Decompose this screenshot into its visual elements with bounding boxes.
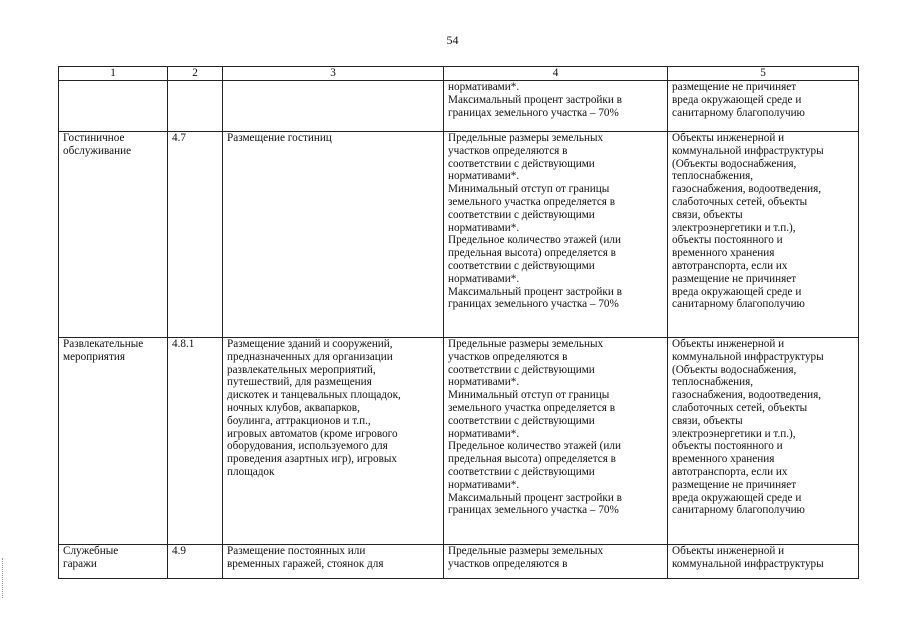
cell-text-line: Минимальный отступ от границы [448, 183, 610, 196]
cell-text-line: объекты постоянного и [672, 234, 783, 247]
cell-text-line: границах земельного участка – 70% [448, 106, 619, 119]
cell-text-line: автотранспорта, если их [672, 259, 788, 272]
cell-text-line: развлекательных мероприятий, [227, 363, 376, 376]
use-code-cell [168, 338, 223, 545]
cell-text-line: оборудования, используемого для [227, 440, 388, 453]
cell-text-line: (Объекты водоснабжения, [672, 363, 797, 376]
cell-text-line: соответствии с действующими [448, 414, 595, 427]
cell-text-line: санитарному благополучию [672, 504, 805, 517]
cell-text-line: игровых автоматов (кроме игрового [227, 427, 398, 440]
cell-text-line: предельная высота) определяется в [448, 453, 616, 466]
cell-text-line: Максимальный процент застройки в [448, 491, 622, 504]
cell-text-line: площадок [227, 465, 275, 478]
cell-text-line: Объекты инженерной и [672, 132, 785, 144]
page-number: 54 [446, 33, 459, 47]
cell-text-line: электроэнергетики и т.п.), [672, 221, 796, 234]
cell-text-line: газоснабжения, водоотведения, [672, 389, 822, 402]
cell-text-line: Размещение постоянных или [227, 545, 366, 557]
cell-text-line: боулинга, аттракционов и т.п., [227, 414, 371, 427]
cell-text-line: соответствии с действующими [448, 363, 595, 376]
cell-text-line: мероприятия [63, 350, 125, 363]
cell-text-line: Предельное количество этажей (или [448, 440, 621, 453]
cell-text-line: объекты постоянного и [672, 440, 783, 453]
cell-text-line: Максимальный процент застройки в [448, 285, 622, 298]
cell-text-line: санитарному благополучию [672, 106, 805, 119]
building-parameters-cell [444, 545, 668, 579]
cell-text-line: теплоснабжения, [672, 376, 754, 389]
cell-text-line: коммунальной инфраструктуры [672, 557, 824, 570]
cell-text-line: Максимальный процент застройки в [448, 93, 622, 106]
cell-text-line: нормативами*. [448, 427, 520, 440]
cell-text-line: размещение не причиняет [672, 81, 797, 93]
cell-text-line: участков определяются в [448, 557, 568, 570]
use-name-cell [59, 338, 168, 545]
cell-text-line: предназначенных для организации [227, 350, 393, 363]
restrictions-cell [668, 545, 859, 579]
cell-text-line: коммунальной инфраструктуры [672, 144, 824, 157]
cell-text-line: 4.9 [172, 545, 186, 557]
column-header: 5 [668, 67, 859, 81]
cell-text-line: Гостиничное [63, 132, 125, 144]
cell-text-line: 4.8.1 [172, 338, 195, 350]
cell-text-line: размещение не причиняет [672, 272, 797, 285]
cell-text-line: нормативами*. [448, 376, 520, 389]
cell-text-line: соответствии с действующими [448, 259, 595, 272]
cell-text-line: Предельные размеры земельных [448, 545, 604, 557]
cell-text-line: Размещение зданий и сооружений, [227, 338, 393, 350]
building-parameters-cell [444, 81, 668, 132]
cell-text-line: проведения азартных игр), игровых [227, 453, 398, 466]
column-header: 3 [223, 67, 444, 81]
cell-text-line: связи, объекты [672, 208, 743, 221]
scan-artifact [2, 558, 8, 598]
land-use-table [58, 66, 859, 579]
use-name-cell [59, 545, 168, 579]
cell-text-line: слаботочных сетей, объекты [672, 195, 808, 208]
cell-text-line: Предельные размеры земельных [448, 338, 604, 350]
cell-text-line: Минимальный отступ от границы [448, 389, 610, 402]
cell-text-line: соответствии с действующими [448, 465, 595, 478]
cell-text-line: вреда окружающей среде и [672, 93, 802, 106]
cell-text-line: санитарному благополучию [672, 298, 805, 311]
cell-text-line: нормативами*. [448, 272, 520, 285]
cell-text-line: Служебные [63, 545, 119, 557]
cell-text-line: связи, объекты [672, 414, 743, 427]
cell-text-line: земельного участка определяется в [448, 195, 616, 208]
cell-text-line: нормативами*. [448, 170, 520, 183]
restrictions-cell [668, 132, 859, 338]
cell-text-line: границах земельного участка – 70% [448, 504, 619, 517]
cell-text-line: 4.7 [172, 132, 186, 144]
cell-text-line: путешествий, для размещения [227, 376, 372, 389]
table-row [59, 81, 859, 132]
cell-text-line: Объекты инженерной и [672, 545, 785, 557]
use-description-cell [223, 338, 444, 545]
cell-text-line: слаботочных сетей, объекты [672, 401, 808, 414]
cell-text-line: автотранспорта, если их [672, 465, 788, 478]
use-description-cell [223, 545, 444, 579]
use-name-cell [59, 132, 168, 338]
cell-text-line: границах земельного участка – 70% [448, 298, 619, 311]
cell-text-line: Размещение гостиниц [227, 132, 332, 144]
table-row [59, 132, 859, 338]
column-header: 2 [168, 67, 223, 81]
cell-text-line: коммунальной инфраструктуры [672, 350, 824, 363]
cell-text-line: участков определяются в [448, 350, 568, 363]
cell-text-line: вреда окружающей среде и [672, 285, 802, 298]
cell-text-line: участков определяются в [448, 144, 568, 157]
cell-text-line: электроэнергетики и т.п.), [672, 427, 796, 440]
cell-text-line: Объекты инженерной и [672, 338, 785, 350]
cell-text-line: Предельное количество этажей (или [448, 234, 621, 247]
use-description-cell [223, 132, 444, 338]
cell-text-line: вреда окружающей среде и [672, 491, 802, 504]
cell-text-line: Развлекательные [63, 338, 144, 350]
use-code-cell [168, 81, 223, 132]
cell-text-line: нормативами*. [448, 478, 520, 491]
cell-text-line: земельного участка определяется в [448, 401, 616, 414]
use-code-cell [168, 545, 223, 579]
cell-text-line: Предельные размеры земельных [448, 132, 604, 144]
cell-text-line: временного хранения [672, 247, 775, 260]
cell-text-line: соответствии с действующими [448, 208, 595, 221]
cell-text-line: временного хранения [672, 453, 775, 466]
cell-text-line: гаражи [63, 557, 97, 570]
cell-text-line: соответствии с действующими [448, 157, 595, 170]
cell-text-line: ночных клубов, аквапарков, [227, 401, 360, 414]
cell-text-line: (Объекты водоснабжения, [672, 157, 797, 170]
cell-text-line: предельная высота) определяется в [448, 247, 616, 260]
cell-text-line: нормативами*. [448, 221, 520, 234]
use-name-cell [59, 81, 168, 132]
column-header: 4 [444, 67, 668, 81]
use-code-cell [168, 132, 223, 338]
cell-text-line: обслуживание [63, 144, 132, 157]
cell-text-line: газоснабжения, водоотведения, [672, 183, 822, 196]
building-parameters-cell [444, 338, 668, 545]
column-header: 1 [59, 67, 168, 81]
cell-text-line: размещение не причиняет [672, 478, 797, 491]
table-row [59, 545, 859, 579]
building-parameters-cell [444, 132, 668, 338]
use-description-cell [223, 81, 444, 132]
table-header-row [59, 67, 859, 81]
cell-text-line: нормативами*. [448, 81, 520, 93]
restrictions-cell [668, 81, 859, 132]
table-row [59, 338, 859, 545]
restrictions-cell [668, 338, 859, 545]
cell-text-line: теплоснабжения, [672, 170, 754, 183]
cell-text-line: дискотек и танцевальных площадок, [227, 389, 401, 402]
cell-text-line: временных гаражей, стоянок для [227, 557, 384, 570]
